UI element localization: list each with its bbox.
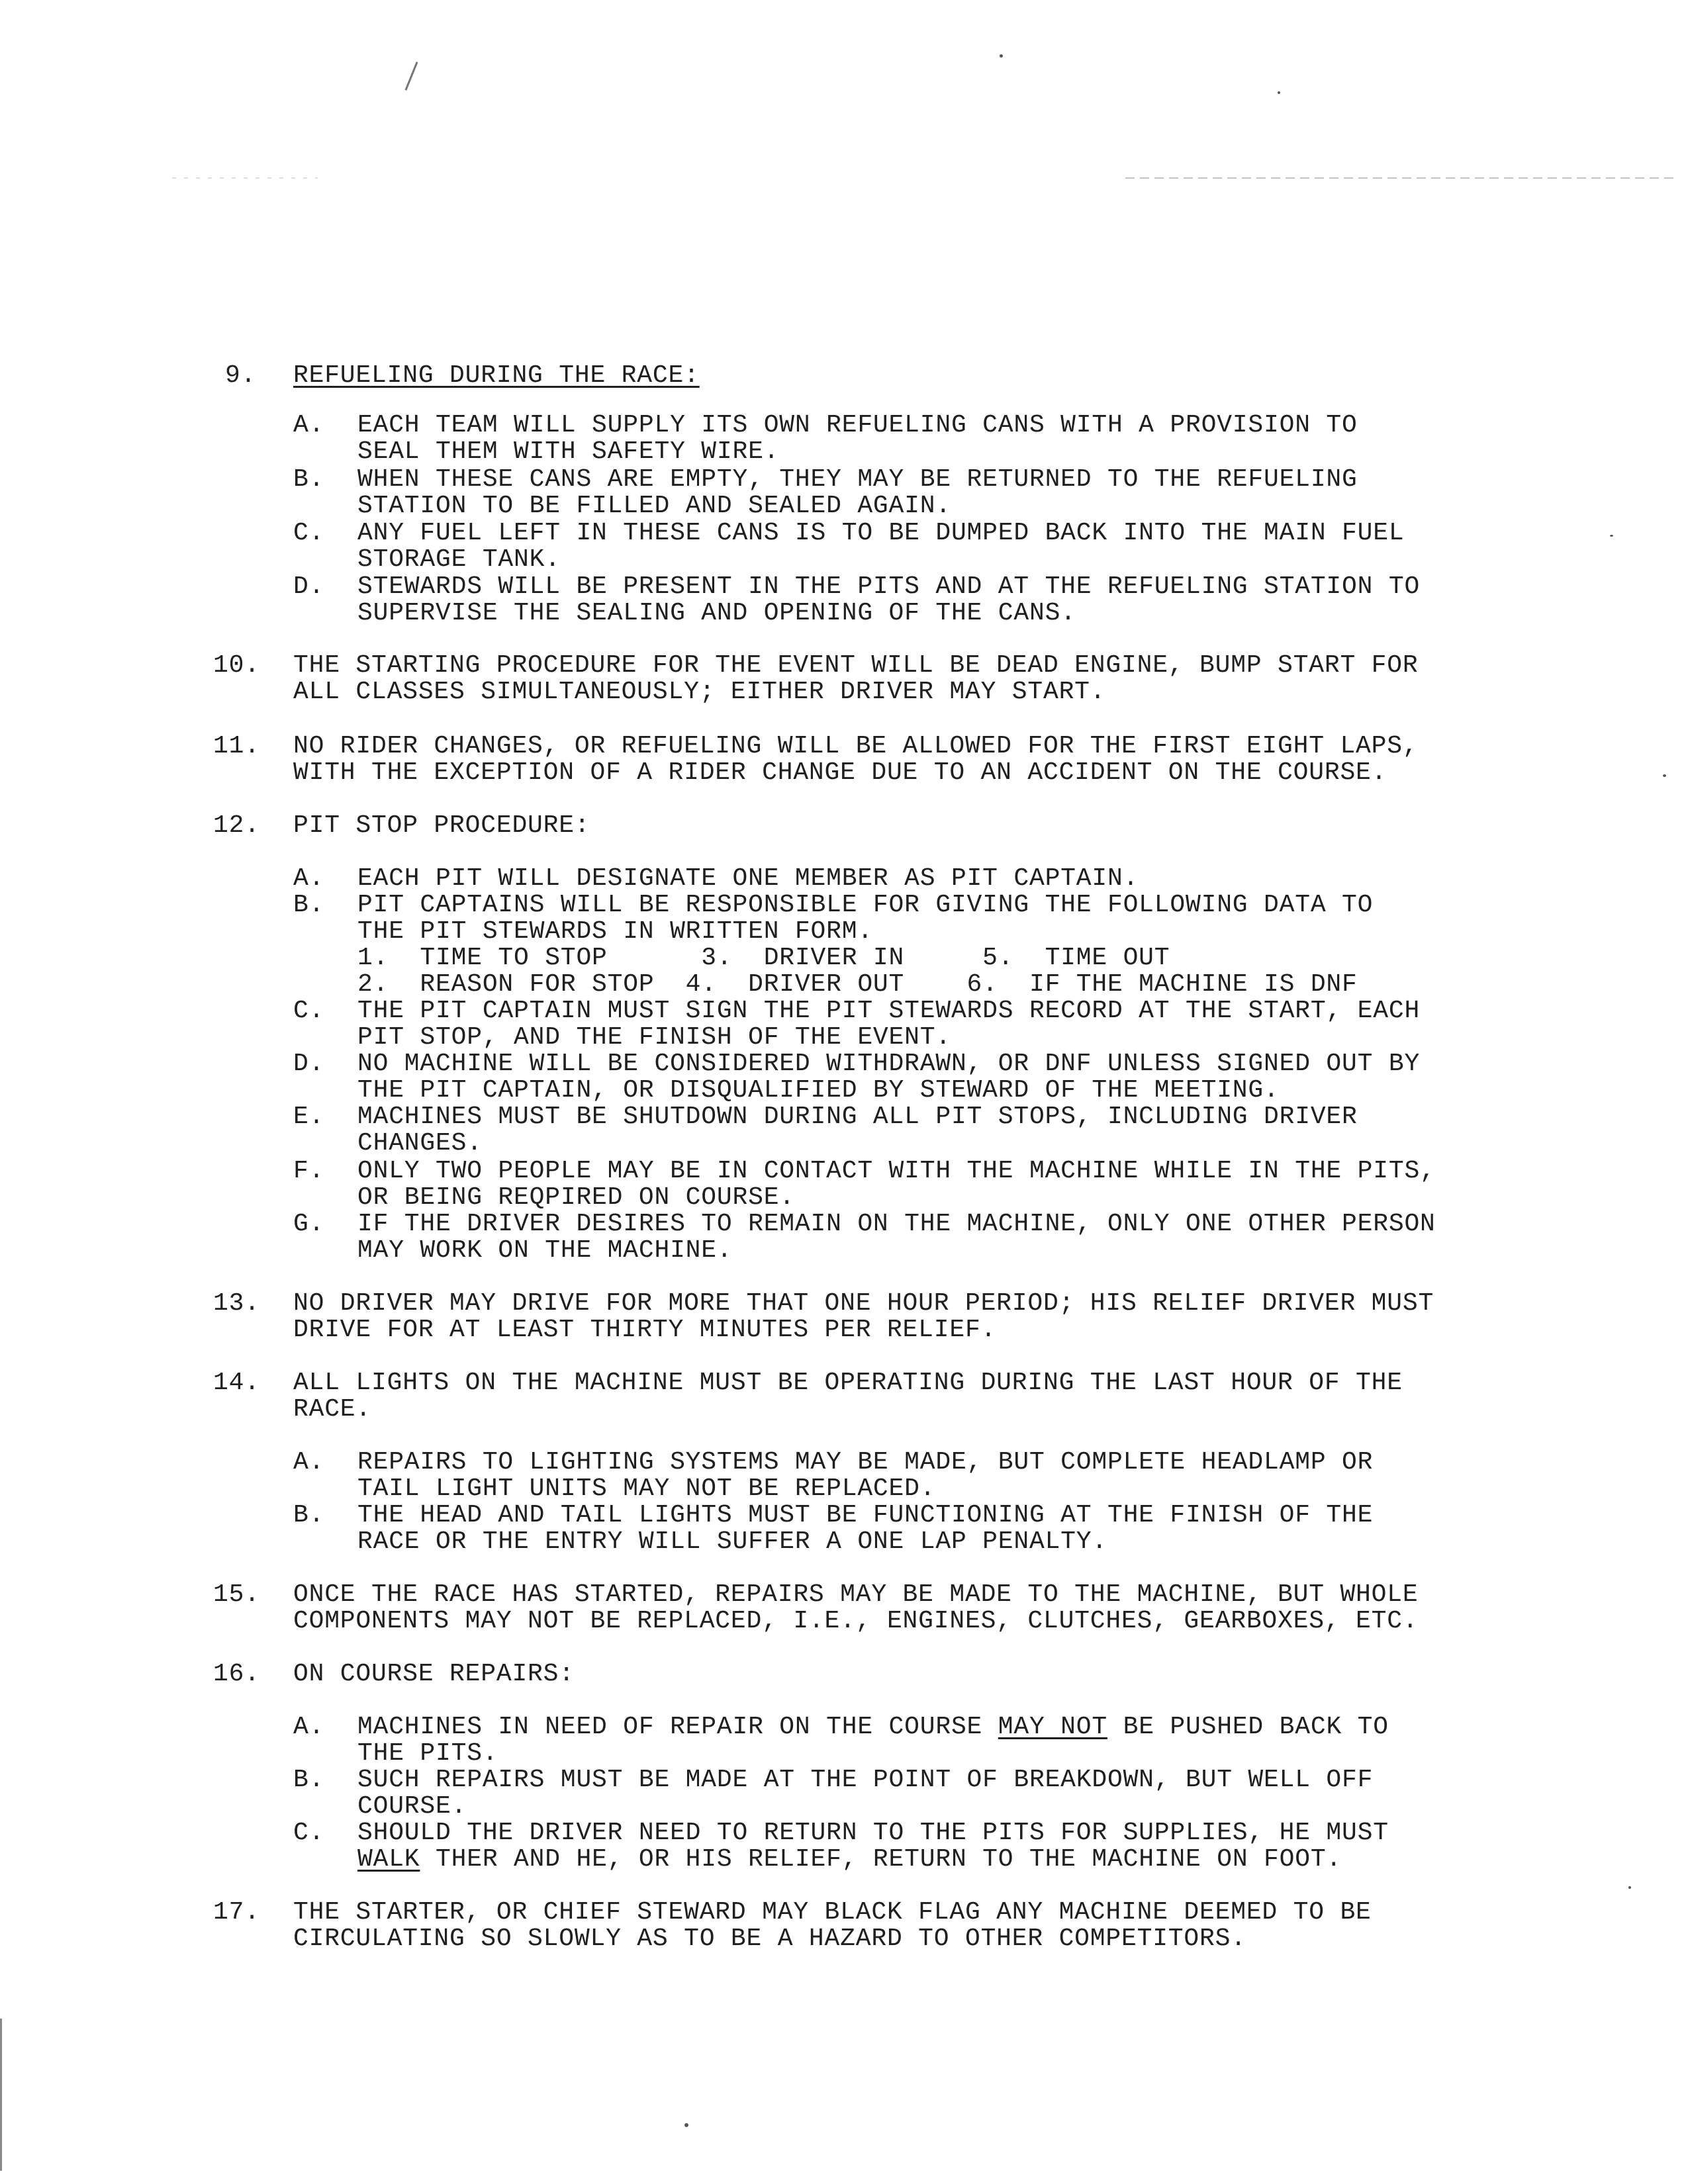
section-line: ALL CLASSES SIMULTANEOUSLY; EITHER DRIVER MAY START.: [293, 678, 1106, 706]
item-line: MAY WORK ON THE MACHINE.: [357, 1236, 733, 1265]
item-letter: B.: [293, 465, 325, 494]
section-number: 11.: [213, 732, 260, 760]
item-letter: B.: [293, 891, 325, 919]
item-line: RACE OR THE ENTRY WILL SUFFER A ONE LAP PENALTY.: [357, 1527, 1107, 1556]
item-line: OR BEING REQPIRED ON COURSE.: [357, 1183, 795, 1212]
section-title: REFUELING DURING THE RACE:: [293, 361, 700, 390]
item-line: REPAIRS TO LIGHTING SYSTEMS MAY BE MADE, BUT COMPLETE HEADLAMP OR: [357, 1448, 1374, 1477]
section-title: PIT STOP PROCEDURE:: [293, 811, 590, 840]
item-line: ONLY TWO PEOPLE MAY BE IN CONTACT WITH THE MACHINE WHILE IN THE PITS,: [357, 1157, 1436, 1185]
item-line: SUCH REPAIRS MUST BE MADE AT THE POINT OF BREAKDOWN, BUT WELL OFF: [357, 1766, 1374, 1794]
section-number: 12.: [213, 811, 260, 840]
item-line: MACHINES MUST BE SHUTDOWN DURING ALL PIT STOPS, INCLUDING DRIVER: [357, 1103, 1358, 1131]
item-letter: A.: [293, 1448, 325, 1477]
item-line-part: BE PUSHED BACK TO: [1107, 1713, 1389, 1741]
section-line: NO DRIVER MAY DRIVE FOR MORE THAT ONE HOUR PERIOD; HIS RELIEF DRIVER MUST: [293, 1289, 1434, 1318]
item-line: NO MACHINE WILL BE CONSIDERED WITHDRAWN, OR DNF UNLESS SIGNED OUT BY: [357, 1050, 1421, 1078]
item-letter: D.: [293, 1050, 325, 1078]
item-line: CHANGES.: [357, 1129, 483, 1158]
item-line: STORAGE TANK.: [357, 545, 561, 574]
section-line: RACE.: [293, 1395, 372, 1424]
item-line: THE PIT CAPTAIN MUST SIGN THE PIT STEWARDS RECORD AT THE START, EACH: [357, 997, 1421, 1025]
pen-mark: [404, 62, 418, 91]
item-line: PIT CAPTAINS WILL BE RESPONSIBLE FOR GIVING THE FOLLOWING DATA TO: [357, 891, 1374, 919]
item-letter: C.: [293, 997, 325, 1025]
emphasis-walk: WALK: [357, 1845, 420, 1874]
item-line: EACH PIT WILL DESIGNATE ONE MEMBER AS PIT CAPTAIN.: [357, 864, 1139, 893]
item-line: SEAL THEM WITH SAFETY WIRE.: [357, 437, 780, 466]
section-title: ON COURSE REPAIRS:: [293, 1660, 575, 1688]
scan-speck: [1278, 91, 1280, 94]
scan-artifact: [172, 177, 318, 179]
emphasis-may-not: MAY NOT: [998, 1713, 1107, 1741]
item-letter: A.: [293, 864, 325, 893]
item-letter: F.: [293, 1157, 325, 1185]
section-line: DRIVE FOR AT LEAST THIRTY MINUTES PER RELIEF.: [293, 1316, 997, 1344]
data-list-row: 1. TIME TO STOP 3. DRIVER IN 5. TIME OUT: [357, 944, 1170, 972]
section-line: THE STARTER, OR CHIEF STEWARD MAY BLACK FLAG ANY MACHINE DEEMED TO BE: [293, 1898, 1372, 1927]
section-number: 15.: [213, 1580, 260, 1609]
item-line-part: MACHINES IN NEED OF REPAIR ON THE COURSE: [357, 1713, 998, 1741]
section-number: 13.: [213, 1289, 260, 1318]
section-line: COMPONENTS MAY NOT BE REPLACED, I.E., ENGINES, CLUTCHES, GEARBOXES, ETC.: [293, 1607, 1419, 1635]
scan-speck: [1000, 54, 1003, 58]
section-line: ONCE THE RACE HAS STARTED, REPAIRS MAY BE MADE TO THE MACHINE, BUT WHOLE: [293, 1580, 1419, 1609]
item-line: THE PIT STEWARDS IN WRITTEN FORM.: [357, 917, 873, 946]
section-line: THE STARTING PROCEDURE FOR THE EVENT WILL BE DEAD ENGINE, BUMP START FOR: [293, 651, 1419, 680]
item-letter: A.: [293, 411, 325, 439]
section-number: 16.: [213, 1660, 260, 1688]
item-letter: E.: [293, 1103, 325, 1131]
item-line: EACH TEAM WILL SUPPLY ITS OWN REFUELING CANS WITH A PROVISION TO: [357, 411, 1358, 439]
scan-artifact: [1125, 177, 1675, 179]
item-letter: C.: [293, 519, 325, 547]
item-letter: B.: [293, 1501, 325, 1529]
scan-speck: [1663, 774, 1666, 777]
item-letter: A.: [293, 1713, 325, 1741]
section-line: ALL LIGHTS ON THE MACHINE MUST BE OPERATING DURING THE LAST HOUR OF THE: [293, 1369, 1403, 1397]
item-line: STATION TO BE FILLED AND SEALED AGAIN.: [357, 492, 951, 520]
item-line: ANY FUEL LEFT IN THESE CANS IS TO BE DUMPED BACK INTO THE MAIN FUEL: [357, 519, 1405, 547]
item-line: WHEN THESE CANS ARE EMPTY, THEY MAY BE RETURNED TO THE REFUELING: [357, 465, 1358, 494]
data-list-row: 2. REASON FOR STOP 4. DRIVER OUT 6. IF THE MACHINE IS DNF: [357, 970, 1358, 999]
section-number: 17.: [213, 1898, 260, 1927]
item-line: THE PIT CAPTAIN, OR DISQUALIFIED BY STEWARD OF THE MEETING.: [357, 1076, 1280, 1105]
item-line: TAIL LIGHT UNITS MAY NOT BE REPLACED.: [357, 1475, 936, 1503]
item-line-part: THER AND HE, OR HIS RELIEF, RETURN TO THE MACHINE ON FOOT.: [420, 1845, 1342, 1874]
section-number: 9.: [225, 361, 257, 390]
item-line: SHOULD THE DRIVER NEED TO RETURN TO THE PITS FOR SUPPLIES, HE MUST: [357, 1819, 1389, 1847]
scan-speck: [684, 2123, 688, 2127]
item-line: PIT STOP, AND THE FINISH OF THE EVENT.: [357, 1023, 951, 1052]
item-line: COURSE.: [357, 1792, 467, 1821]
section-line: NO RIDER CHANGES, OR REFUELING WILL BE ALLOWED FOR THE FIRST EIGHT LAPS,: [293, 732, 1419, 760]
section-line: CIRCULATING SO SLOWLY AS TO BE A HAZARD TO OTHER COMPETITORS.: [293, 1925, 1246, 1953]
item-line: SUPERVISE THE SEALING AND OPENING OF THE CANS.: [357, 599, 1076, 627]
item-line: STEWARDS WILL BE PRESENT IN THE PITS AND AT THE REFUELING STATION TO: [357, 572, 1421, 601]
item-line: [357, 1714, 1389, 1741]
scan-speck: [1610, 535, 1613, 537]
item-letter: D.: [293, 572, 325, 601]
item-line: THE HEAD AND TAIL LIGHTS MUST BE FUNCTIONING AT THE FINISH OF THE: [357, 1501, 1374, 1529]
section-number: 14.: [213, 1369, 260, 1397]
item-letter: G.: [293, 1210, 325, 1238]
section-number: 10.: [213, 651, 260, 680]
section-line: WITH THE EXCEPTION OF A RIDER CHANGE DUE TO AN ACCIDENT ON THE COURSE.: [293, 758, 1387, 787]
item-line: THE PITS.: [357, 1739, 498, 1768]
item-letter: C.: [293, 1819, 325, 1847]
item-line: [357, 1846, 1342, 1873]
scan-speck: [1628, 1886, 1631, 1889]
scan-edge: [0, 2019, 2, 2171]
item-letter: B.: [293, 1766, 325, 1794]
item-line: IF THE DRIVER DESIRES TO REMAIN ON THE MACHINE, ONLY ONE OTHER PERSON: [357, 1210, 1436, 1238]
